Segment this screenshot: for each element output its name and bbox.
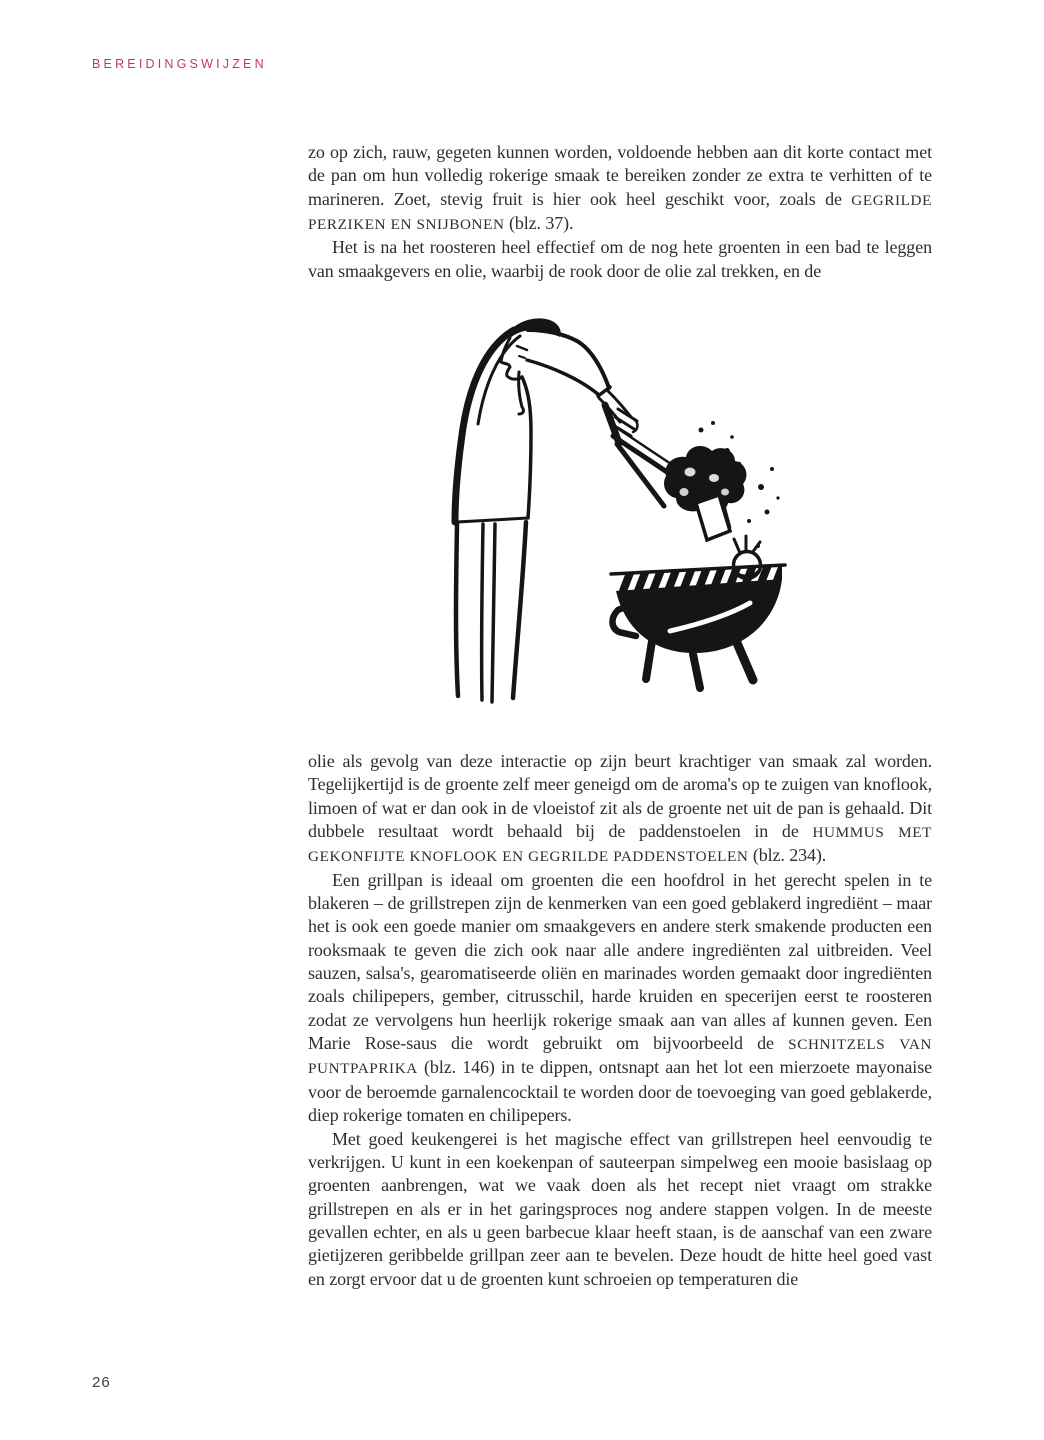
paragraph	[308, 750, 932, 869]
paragraph	[308, 236, 932, 283]
broccoli	[664, 446, 746, 540]
barbecue-illustration	[430, 310, 790, 710]
body-text-run: olie als gevolg van deze interactie op zijn beurt krachtiger van smaak zal worden. Tegelijkertijd is de groente zelf meer geneigd om de aroma's op te zuigen van knoflook, limoen of wat er dan ook in de vloeistof zit als de groente net uit de pan is gehaald. Dit dubbele resultaat wordt behaald bij de paddenstoelen in de	[308, 751, 932, 842]
kettle-grill	[611, 552, 788, 688]
page-number: 26	[92, 1374, 111, 1391]
body-text-run: (blz. 146) in te dippen, ontsnapt aan het lot een mierzoete mayonaise voor de beroemde garnalencocktail te worden door de toevoeging van goed geblakerde, diep rokerige tomaten en chilipepers.	[308, 1057, 932, 1126]
person-figure	[455, 318, 637, 702]
paragraph	[308, 869, 932, 1128]
body-text-run: Het is na het roosteren heel effectief om de nog hete groenten in een bad te leggen van smaakgevers en olie, waarbij de rook door de olie zal trekken, en de	[308, 237, 932, 281]
section-header: BEREIDINGSWIJZEN	[92, 57, 267, 71]
grill-bowl	[616, 579, 782, 653]
text-block-bottom	[308, 750, 932, 1291]
grill-leg	[734, 636, 753, 680]
paragraph	[308, 141, 932, 236]
body-text-run: Met goed keukengerei is het magische effect van grillstrepen heel eenvoudig te verkrijgen. U kunt in een koekenpan of sauteerpan simpelweg een mooie basislaag op groenten aanbrengen, wat we vaak doen als het recept niet vraagt om strakke grillstrepen en als er in het garingsproces nog andere stappen volgen. In de meeste gevallen echter, en als u geen barbecue klaar heeft staan, is de aanschaf van een zware gietijzeren geribbelde grillpan zeer aan te bevelen. Deze houdt de hitte heel goed vast en zorgt ervoor dat u de groenten kunt schroeien op temperaturen die	[308, 1128, 932, 1289]
body-text-run: zo op zich, rauw, gegeten kunnen worden, voldoende hebben aan dit korte contact met de pan om hun volledig rokerige smaak te bereiken zonder ze extra te verhitten of te marineren. Zoet, stevig fruit is hier ook heel geschikt voor, zoals de	[308, 142, 932, 209]
paragraph	[308, 1128, 932, 1291]
grill-leg	[693, 654, 700, 688]
body-text-run: (blz. 37).	[504, 213, 574, 234]
recipe-reference: GEGRILDE PERZIKEN EN SNIJBONEN	[308, 191, 932, 234]
recipe-reference: HUMMUS MET GEKONFIJTE KNOFLOOK EN GEGRILDE PADDENSTOELEN	[308, 824, 932, 866]
body-text-run: Een grillpan is ideaal om groenten die een hoofdrol in het gerecht spelen in te blakeren – de grillstrepen zijn de kenmerken van een goed geblakerd ingrediënt – maar het is ook een goede manier om smaakgevers en andere sterk smakende producten een rooksmaak te geven die zich ook naar alle andere ingrediënten zal uitbreiden. Veel sauzen, salsa's, gearomatiseerde oliën en marinades worden gemaakt door ingrediënten zoals chilipepers, gember, citrusschil, harde kruiden en specerijen eerst te roosteren zodat ze vervolgens hun heerlijk rokerige smaak aan van alles af kunnen geven. Een Marie Rose-saus die wordt gebruikt om bijvoorbeeld de	[308, 869, 932, 1054]
recipe-reference: SCHNITZELS VAN PUNTPAPRIKA	[308, 1036, 932, 1078]
barbecue-illustration-svg	[430, 310, 790, 710]
sleeve	[528, 330, 577, 341]
text-block-top	[308, 141, 932, 283]
body-text-run: (blz. 234).	[748, 845, 827, 866]
grill-leg	[646, 641, 652, 679]
